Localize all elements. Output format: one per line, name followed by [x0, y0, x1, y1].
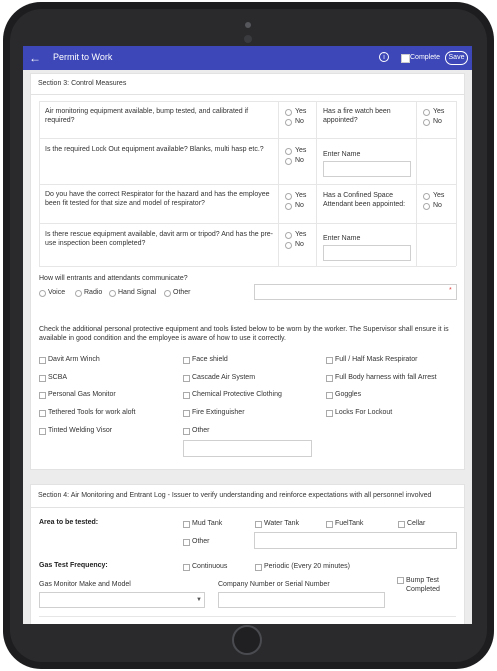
section-title: Section 4: Air Monitoring and Entrant Log - Issuer to verify understanding and reinforce expectations with all personnel involved — [38, 492, 432, 499]
freq-option-label: Continuous — [192, 563, 228, 570]
freq-checkbox[interactable] — [255, 564, 262, 571]
area-checkbox[interactable] — [183, 539, 190, 546]
radio-no-label: No — [433, 202, 442, 209]
radio-yes[interactable] — [285, 148, 292, 155]
enter-name-label: Enter Name — [323, 235, 361, 242]
section-4 — [30, 484, 465, 624]
comm-voice-radio[interactable] — [39, 290, 46, 297]
ppe-checkbox[interactable] — [39, 410, 46, 417]
save-button[interactable]: Save — [445, 51, 468, 65]
area-checkbox[interactable] — [255, 521, 262, 528]
section-3 — [30, 73, 465, 470]
required-mark: * — [449, 287, 452, 294]
ppe-label: Full / Half Mask Respirator — [335, 356, 418, 363]
radio-yes[interactable] — [285, 109, 292, 116]
ppe-checkbox[interactable] — [183, 428, 190, 435]
ppe-label: Davit Arm Winch — [48, 356, 100, 363]
radio-yes-label: Yes — [295, 231, 307, 238]
area-checkbox[interactable] — [398, 521, 405, 528]
form-content[interactable] — [23, 70, 472, 624]
bump-test-checkbox[interactable] — [397, 577, 404, 584]
radio-yes[interactable] — [423, 109, 430, 116]
freq-checkbox[interactable] — [183, 564, 190, 571]
radio-yes[interactable] — [285, 232, 292, 239]
app-header — [23, 46, 472, 70]
question-respirator: Do you have the correct Respirator for the hazard and has the employee been fit tested for that size and model of respirator? — [45, 191, 270, 207]
app-screen — [23, 46, 472, 624]
radio-yes-label: Yes — [433, 108, 445, 115]
ppe-checkbox[interactable] — [326, 392, 333, 399]
question-air-monitoring: Air monitoring equipment available, bump tested, and calibrated if required? — [45, 108, 249, 124]
ppe-checkbox[interactable] — [39, 392, 46, 399]
ppe-label: Other — [192, 427, 210, 434]
radio-yes-label: Yes — [295, 192, 307, 199]
ppe-label: Face shield — [192, 356, 228, 363]
radio-no-label: No — [295, 202, 304, 209]
ppe-checkbox[interactable] — [183, 375, 190, 382]
ppe-checkbox[interactable] — [326, 410, 333, 417]
page-title: Permit to Work — [53, 52, 113, 62]
comm-other-radio[interactable] — [164, 290, 171, 297]
question-fire-watch: Has a fire watch been appointed? — [323, 108, 391, 124]
radio-yes[interactable] — [423, 193, 430, 200]
communicate-question: How will entrants and attendants communicate? — [39, 275, 188, 282]
bump-test-label: Bump Test Completed — [406, 577, 440, 593]
freq-label: Gas Test Frequency: — [39, 562, 108, 569]
comm-other-input[interactable] — [254, 284, 457, 300]
question-rescue-equipment: Is there rescue equipment available, davit arm or tripod? And has the pre-use inspection been completed? — [45, 231, 274, 247]
radio-yes-label: Yes — [433, 192, 445, 199]
complete-checkbox[interactable] — [401, 54, 410, 63]
ppe-instructions: Check the additional personal protective equipment and tools listed below to be worn by the worker. The Supervisor shall ensure it is available in good condition and the employee is aware of how to use it correctly. — [39, 326, 449, 342]
ppe-label: Chemical Protective Clothing — [192, 391, 282, 398]
ppe-label: SCBA — [48, 374, 68, 381]
company-number-input[interactable] — [218, 592, 385, 608]
ppe-checkbox[interactable] — [39, 428, 46, 435]
radio-no-label: No — [295, 157, 304, 164]
area-option-label: Water Tank — [264, 520, 300, 527]
comm-hand-signal-radio[interactable] — [109, 290, 116, 297]
ppe-checkbox[interactable] — [39, 375, 46, 382]
ppe-checkbox[interactable] — [183, 410, 190, 417]
ppe-label: Fire Extinguisher — [192, 409, 245, 416]
camera-icon — [245, 22, 251, 28]
area-checkbox[interactable] — [326, 521, 333, 528]
ppe-label: Goggles — [335, 391, 362, 398]
radio-yes-label: Yes — [295, 108, 307, 115]
gas-monitor-label: Gas Monitor Make and Model — [39, 581, 131, 588]
section-title: Section 3: Control Measures — [38, 80, 127, 87]
fire-watch-name-input[interactable] — [323, 161, 411, 177]
company-number-label: Company Number or Serial Number — [218, 581, 330, 588]
ppe-label: Locks For Lockout — [335, 409, 393, 416]
area-checkbox[interactable] — [183, 521, 190, 528]
radio-no-label: No — [433, 118, 442, 125]
freq-option-label: Periodic (Every 20 minutes) — [264, 563, 350, 570]
ppe-checkbox[interactable] — [326, 357, 333, 364]
ppe-checkbox[interactable] — [183, 392, 190, 399]
comm-radio-radio[interactable] — [75, 290, 82, 297]
question-lock-out: Is the required Lock Out equipment available? Blanks, multi hasp etc.? — [45, 146, 264, 153]
ppe-label: Tinted Welding Visor — [48, 427, 113, 434]
radio-no[interactable] — [423, 119, 430, 126]
radio-yes[interactable] — [285, 193, 292, 200]
area-option-label: Cellar — [407, 520, 426, 527]
complete-label: Complete — [410, 54, 440, 61]
comm-radio-label: Radio — [84, 289, 103, 296]
ppe-label: Tethered Tools for work aloft — [48, 409, 136, 416]
radio-no[interactable] — [285, 119, 292, 126]
area-label: Area to be tested: — [39, 519, 99, 526]
arrow-left-icon[interactable]: ← — [29, 51, 41, 65]
ppe-label: Full Body harness with fall Arrest — [335, 374, 437, 381]
comm-hand-signal-label: Hand Signal — [118, 289, 157, 296]
gas-monitor-select[interactable] — [39, 592, 205, 608]
ppe-checkbox[interactable] — [326, 375, 333, 382]
area-option-label: Other — [192, 538, 210, 545]
ppe-label: Personal Gas Monitor — [48, 391, 116, 398]
comm-other-label: Other — [173, 289, 191, 296]
home-button[interactable] — [232, 625, 262, 655]
ppe-checkbox[interactable] — [39, 357, 46, 364]
area-option-label: FuelTank — [335, 520, 364, 527]
ppe-other-input[interactable] — [183, 440, 312, 457]
comm-voice-label: Voice — [48, 289, 66, 296]
attendant-name-input[interactable] — [323, 245, 411, 261]
ppe-checkbox[interactable] — [183, 357, 190, 364]
area-option-label: Mud Tank — [192, 520, 223, 527]
radio-no-label: No — [295, 118, 304, 125]
enter-name-label: Enter Name — [323, 151, 361, 158]
radio-no[interactable] — [285, 158, 292, 165]
info-icon[interactable]: i — [379, 52, 389, 62]
radio-no[interactable] — [285, 203, 292, 210]
radio-yes-label: Yes — [295, 147, 307, 154]
chevron-down-icon: ▼ — [196, 597, 202, 603]
radio-no-label: No — [295, 241, 304, 248]
radio-no[interactable] — [285, 242, 292, 249]
ppe-label: Cascade Air System — [192, 374, 256, 381]
question-confined-space: Has a Confined Space Attendant been appointed: — [323, 192, 406, 208]
sensor-icon — [244, 35, 252, 43]
radio-no[interactable] — [423, 203, 430, 210]
area-other-input[interactable] — [254, 532, 457, 549]
